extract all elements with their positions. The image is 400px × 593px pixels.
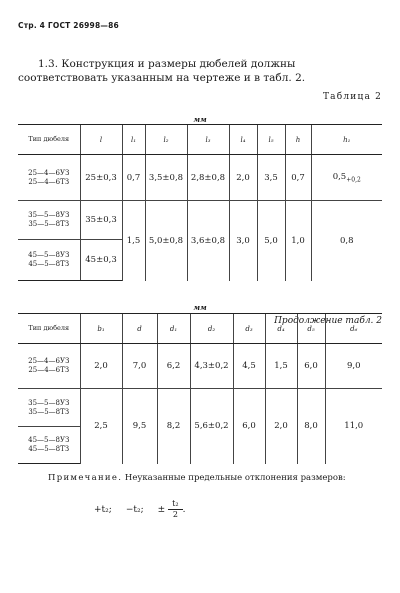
cell: 1,5 [122, 201, 145, 281]
fraction-numerator: t₂ [168, 499, 182, 510]
cell: 6,0 [297, 344, 325, 389]
header-cell: d₅ [297, 314, 325, 344]
header-cell: d [122, 314, 157, 344]
formula-minus: −t₂; [125, 504, 144, 515]
cell: 5,6±0,2 [190, 389, 233, 464]
cell: 6,0 [233, 389, 265, 464]
cell: 2,8±0,8 [187, 155, 229, 201]
note-label: Примечание. [48, 473, 123, 483]
cell: 11,0 [325, 389, 382, 464]
cell: 25±0,3 [80, 155, 122, 201]
header-cell: d₂ [190, 314, 233, 344]
table-row [18, 389, 382, 427]
type-cell: 25—4—6УЗ 25—4—6ТЗ [28, 357, 70, 374]
table-row [18, 201, 382, 240]
continuation-caption: Продолжение табл. 2 [274, 316, 382, 326]
fraction-denominator: 2 [172, 510, 178, 519]
header-cell: b₁ [80, 314, 122, 344]
type-cell: 35—5—8УЗ 35—5—8ТЗ [18, 389, 80, 427]
cell: 2,0 [229, 155, 257, 201]
cell: 5,0 [257, 201, 285, 281]
tolerance-formula [94, 499, 185, 520]
header-cell: l₅ [257, 125, 285, 155]
cell: 0,7 [122, 155, 145, 201]
unit-label-table2: мм [193, 303, 207, 312]
header-cell: l [80, 125, 122, 155]
header-cell: d₄ [265, 314, 297, 344]
type-cell: 35—5—8УЗ 35—5—8ТЗ [18, 201, 80, 240]
note-text: Неуказанные предельные отклонения размеров: [124, 473, 346, 483]
table-row [18, 344, 382, 389]
cell: 45±0,3 [80, 240, 122, 281]
note [48, 473, 346, 483]
paragraph-1-3: 1.3. Конструкция и размеры дюбелей должны соответствовать указанным на чертеже и в табл. 2. [18, 58, 306, 84]
formula-plus: +t₂; [94, 504, 112, 515]
cell: 2,0 [265, 389, 297, 464]
table-2 [18, 124, 382, 281]
page-header: Стр. 4 ГОСТ 26998—86 [18, 21, 119, 30]
header-cell: d₁ [157, 314, 190, 344]
formula-plusminus: ± [157, 504, 166, 515]
cell: 1,0 [285, 201, 311, 281]
header-cell: l₂ [145, 125, 187, 155]
unit-label-table1: мм [193, 115, 207, 124]
cell: 3,5 [257, 155, 285, 201]
cell: $0,5_{+0,2}$ [311, 155, 382, 201]
table-caption: Таблица 2 [322, 92, 382, 102]
cell: 4,5 [233, 344, 265, 389]
cell: 7,0 [122, 344, 157, 389]
table-row [18, 155, 382, 201]
cell: 2,5 [80, 389, 122, 464]
header-cell: l₁ [122, 125, 145, 155]
formula-end: . [182, 504, 186, 515]
cell: 3,6±0,8 [187, 201, 229, 281]
cell: 8,0 [297, 389, 325, 464]
header-cell: l₄ [229, 125, 257, 155]
cell: 35±0,3 [80, 201, 122, 240]
cell: 3,0 [229, 201, 257, 281]
header-cell: d₃ [233, 314, 265, 344]
header-cell: Тип дюбеля [18, 125, 80, 155]
type-cell: 25—4—6УЗ 25—4—6ТЗ [28, 168, 70, 186]
cell: 0,8 [311, 201, 382, 281]
cell: 2,0 [80, 344, 122, 389]
cell: 9,5 [122, 389, 157, 464]
type-cell: 45—5—8УЗ 45—5—8ТЗ [18, 427, 80, 464]
header-cell: h₁ [311, 125, 382, 155]
cell: 5,0±0,8 [145, 201, 187, 281]
cell: 8,2 [157, 389, 190, 464]
header-cell: h [285, 125, 311, 155]
formula-fraction [168, 499, 182, 520]
header-cell: l₃ [187, 125, 229, 155]
type-cell: 45—5—8УЗ 45—5—8ТЗ [18, 240, 80, 281]
header-cell: Тип дюбеля [18, 314, 80, 344]
cell: 0,7 [285, 155, 311, 201]
cell: 9,0 [325, 344, 382, 389]
cell: 4,3±0,2 [190, 344, 233, 389]
cell: 3,5±0,8 [145, 155, 187, 201]
cell: 1,5 [265, 344, 297, 389]
header-cell: d₆ [325, 314, 382, 344]
table-2-continued [18, 313, 382, 464]
cell: 6,2 [157, 344, 190, 389]
